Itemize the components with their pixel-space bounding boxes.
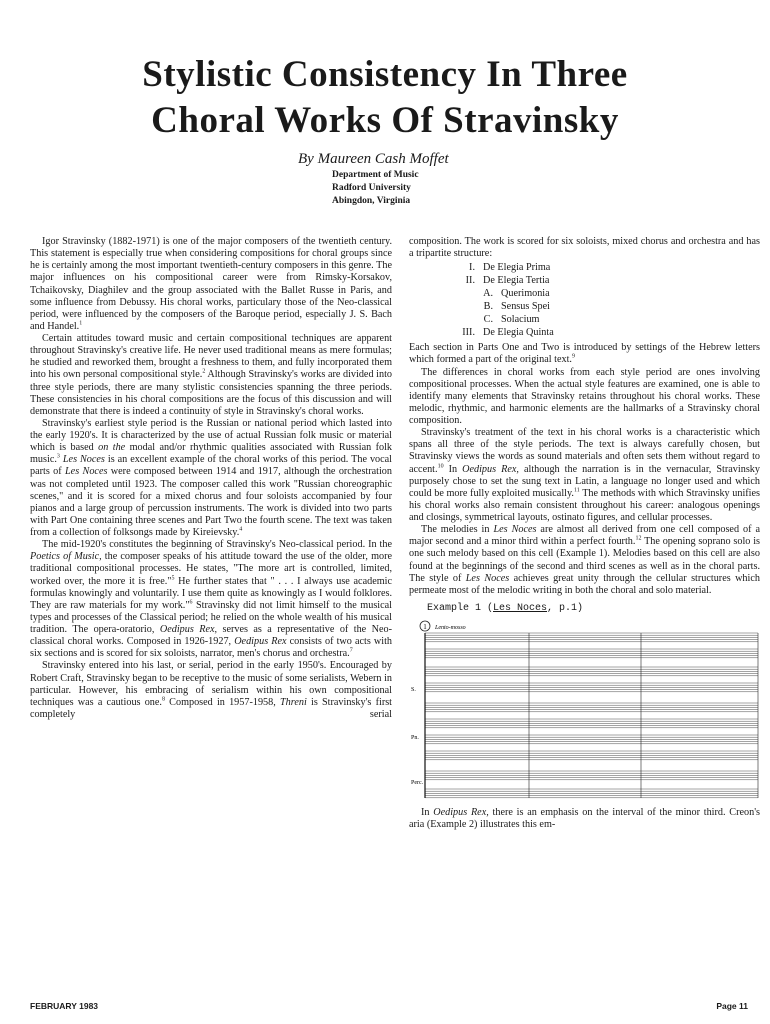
title-line-1: Stylistic Consistency In Three	[142, 54, 628, 95]
outline-item: III. De Elegia Quinta	[462, 327, 554, 339]
footer-page-number: Page 11	[716, 1001, 748, 1011]
right-column	[409, 236, 760, 831]
footnote-ref: 6	[189, 599, 193, 606]
footnote-ref: 1	[79, 320, 83, 327]
paragraph: Igor Stravinsky (1882-1971) is one of the major composers of the twentieth century. This statement is especially true when considering compositions for choral groups since he is certainly among the most important twentieth-century composers in this genre. The major influences on his compositional career were from Rimsky-Korsakov, Tchaikovsky, Diaghilev and the group associated with the Ballet Russe in Paris, and some influence from Debussy. His choral works, particulary those of the Neo-classical period, were influenced by the composers of the Baroque period, especially J. S. Bach and Handel.$^1$	[30, 236, 392, 332]
affiliation-university: Radford University	[332, 183, 411, 193]
paragraph: The melodies in Les Noces are almost all derived from one cell composed of a major second and a minor third within a perfect fourth.$^{12}$ The opening soprano solo is one such melody based on this cell (Example 1). Melodies based on this cell are also found at the beginnings of the second and third scenes as well as in the choral parts. The style of Les Noces achieves great unity through the cellular structures which permeate most of the melodic writing in both the choral and solo material.	[409, 524, 760, 596]
paragraph: In Oedipus Rex, there is an emphasis on the interval of the minor third. Creon's aria (Example 2) illustrates this em-	[409, 807, 760, 831]
footnote-ref: 11	[573, 487, 580, 494]
outline-item: A. Querimonia	[483, 288, 550, 300]
music-score-excerpt	[409, 619, 760, 803]
paragraph: Certain attitudes toward music and certain compositional techniques are apparent throughout Stravinsky's creative life. He never used traditional means as mere formulas; he studied and reworked them, brought a freshness to them, and fully incorporated them into his own personal compositional style.$^2$ Although Stravinsky's works are divided into three style periods, there are many stylistic consistencies spanning the three periods. These consistencies in his choral compositions are the focus of this discussion and will demonstrate that there is indeed a continuity of style in Stravinsky's choral works.	[30, 333, 392, 417]
footer-date: FEBRUARY 1983	[30, 1001, 99, 1011]
staff-label: Pn.	[411, 735, 419, 741]
affiliation-department: Department of Music	[332, 170, 419, 180]
outline-item: I. De Elegia Prima	[469, 262, 551, 274]
paragraph: Stravinsky's treatment of the text in his choral works is a characteristic which spans all three of the style periods. The text is always carefully chosen, but Stravinsky views the words as sound materials and often sets them without regard to accent.$^{10}$ In Oedipus Rex, although the narration is in the vernacular, Stravinsky purposely chose to set the sung text in Latin, a language no longer used and which could be more fully exploited musically.$^{11}$ The methods with which Stravinsky unifies his choral works also remain consistent throughout his career: analogous openings and closings, symmetrical layouts, ostinato figures, and cellular processes.	[409, 427, 761, 523]
outline-item: C. Solacium	[483, 314, 540, 326]
outline-item: B. Sensus Spei	[483, 301, 550, 313]
footnote-ref: 8	[161, 696, 165, 703]
staff-label: Perc.	[411, 780, 424, 786]
structure-outline	[409, 262, 760, 340]
footnote-ref: 3	[56, 453, 60, 460]
author-byline: By Maureen Cash Moffet	[298, 151, 449, 167]
staff-label: S.	[411, 687, 416, 693]
tempo-marking: Lento-mosso	[435, 625, 466, 631]
author-affiliation	[332, 169, 419, 208]
paragraph: Stravinsky's earliest style period is the Russian or national period which lasted into the early 1920's. It is characterized by the use of actual Russian folk music or material which is based on the modal and/or rhythmic qualities associated with Russian folk music.$^3$ Les Noces is an excellent example of the choral works of this period. The vocal parts of Les Noces were composed between 1914 and 1917, although the orchestration was not completed until 1923. The composer called this work "Russian choreographic scenes," and it is scored for a mixed chorus and four soloists accompanied by four pianos and a large group of percussion instruments. The work is divided into two parts with Part One containing three scenes and Part Two the fourth scene. The text was taken from a collection of folksongs made by Kireievsky.$^4$	[30, 417, 393, 538]
example-caption: Example 1 (Les Noces, p.1)	[427, 602, 584, 614]
paragraph: Stravinsky entered into his last, or serial, period in the early 1950's. Encouraged by Robert Craft, Stravinsky began to be receptive to the music of some serialists, Webern in particular. However, his embracing of serialism within his own compositional techniques was a cautious one.$^8$ Composed in 1957-1958, Threni is Stravinsky's first completely serial	[30, 660, 393, 720]
rehearsal-number: 1	[423, 623, 427, 631]
title-line-2: Choral Works Of Stravinsky	[151, 100, 619, 141]
article-title	[0, 52, 770, 144]
footnote-ref: 12	[635, 535, 642, 542]
footnote-ref: 5	[171, 575, 175, 582]
left-column	[30, 236, 392, 721]
affiliation-location: Abingdon, Virginia	[332, 196, 411, 206]
footnote-ref: 4	[239, 526, 243, 533]
outline-item: II. De Elegia Tertia	[465, 275, 550, 287]
paragraph: Each section in Parts One and Two is introduced by settings of the Hebrew letters which formed a part of the original text.$^9$	[409, 342, 760, 366]
footnote-ref: 2	[202, 368, 206, 375]
footnote-ref: 9	[571, 353, 575, 360]
footnote-ref: 7	[349, 647, 353, 654]
paragraph: composition. The work is scored for six soloists, mixed chorus and orchestra and has a tripartite structure:	[409, 236, 760, 260]
paragraph: The mid-1920's constitutes the beginning of Stravinsky's Neo-classical period. In the Poetics of Music, the composer speaks of his attitude toward the use of the older, more traditional compositional processes. He states, "The more art is controlled, limited, worked over, the more it is free."$^5$ He further states that " . . . I always use academic formulas knowingly and voluntarily. I use them quite as knowingly as I would folklores. They are raw materials for my work."$^6$ Stravinsky did not limit himself to the musical types and processes of the Classical period; he relied on the whole wealth of his musical tradition. The opera-oratorio, Oedipus Rex, serves as a representative of the Neo-classical choral works. Composed in 1926-1927, Oedipus Rex consists of two acts with six sections and is scored for six soloists, narrator, men's chorus and orchestra.$^7$	[30, 539, 393, 660]
paragraph: The differences in choral works from each style period are ones involving compositional processes. When the actual style features are examined, one is able to identify many elements that Stravinsky retains throughout his choral works. These melodic, rhythmic, and harmonic elements are the hallmarks of a Stravinsky choral composition.	[409, 366, 760, 426]
footnote-ref: 10	[437, 463, 444, 470]
